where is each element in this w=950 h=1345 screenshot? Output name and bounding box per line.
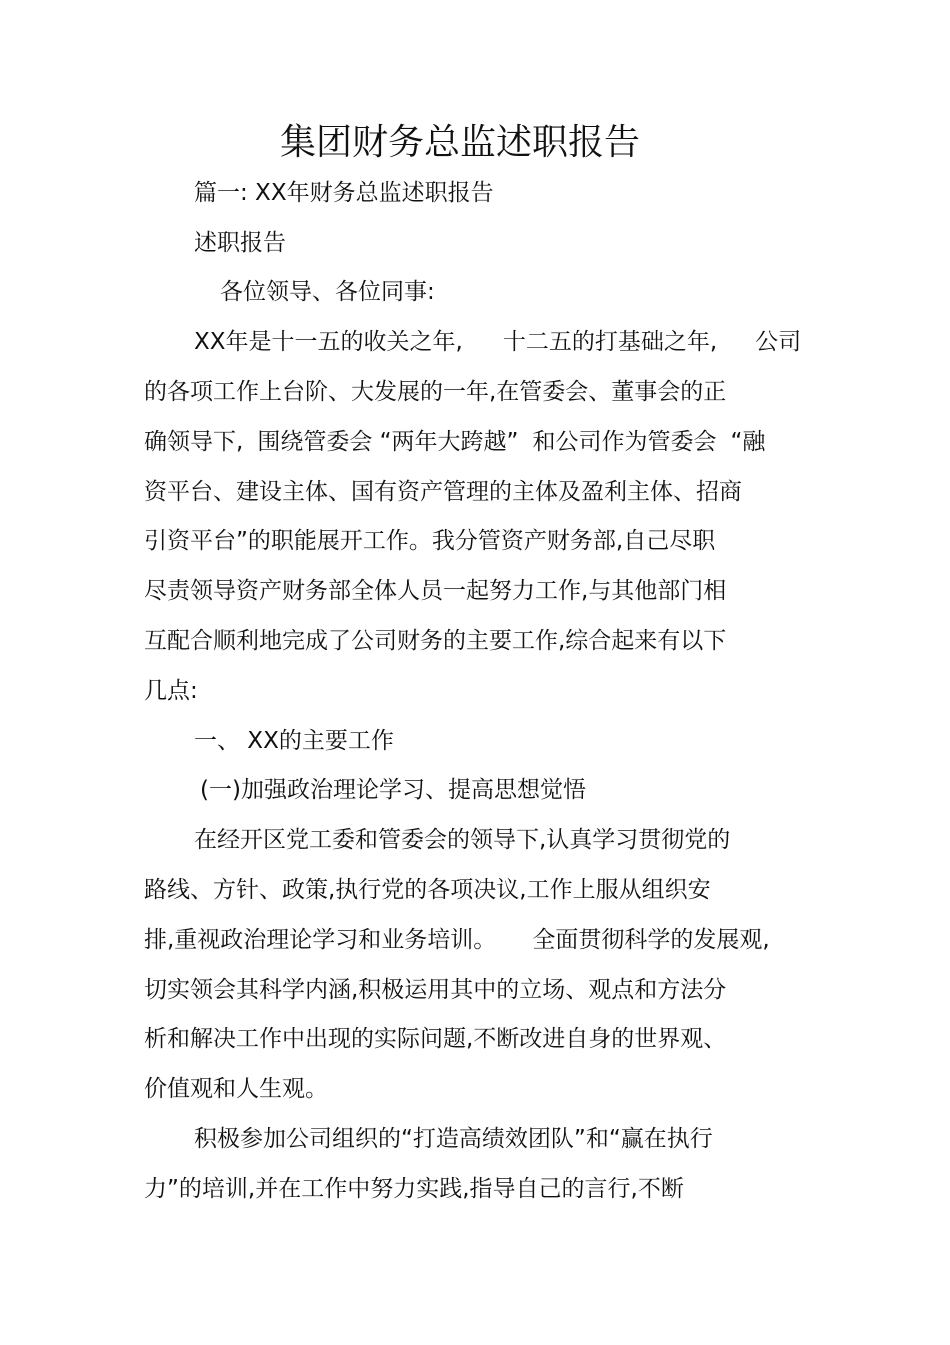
paragraph-line: 互配合顺利地完成了公司财务的主要工作,综合起来有以下 bbox=[144, 628, 727, 654]
text-segment: 确领导下, bbox=[144, 429, 244, 455]
text-segment: 围绕管委会 “两年大跨越” bbox=[257, 429, 519, 455]
paragraph-line bbox=[194, 327, 801, 357]
text-segment: 十二五的打基础之年, bbox=[502, 329, 718, 355]
paragraph-line: 几点: bbox=[144, 678, 198, 704]
subtitle-line: 篇一: XX年财务总监述职报告 bbox=[194, 180, 494, 206]
paragraph-line: 积极参加公司组织的“打造高绩效团队”和“赢在执行 bbox=[194, 1126, 713, 1152]
paragraph-line: 尽责领导资产财务部全体人员一起努力工作,与其他部门相 bbox=[144, 578, 727, 604]
paragraph-line: 力”的培训,并在工作中努力实践,指导自己的言行,不断 bbox=[144, 1176, 684, 1202]
text-segment: 和公司作为管委会 bbox=[532, 429, 717, 455]
paragraph-line: 析和解决工作中出现的实际问题,不断改进自身的世界观、 bbox=[144, 1026, 727, 1052]
paragraph-line: 的各项工作上台阶、大发展的一年,在管委会、董事会的正 bbox=[144, 379, 727, 405]
paragraph-line bbox=[144, 925, 770, 955]
text-segment: 全面贯彻科学的发展观, bbox=[532, 927, 770, 953]
text-segment: 排,重视政治理论学习和业务培训。 bbox=[144, 927, 497, 953]
paragraph-line: 切实领会其科学内涵,积极运用其中的立场、观点和方法分 bbox=[144, 977, 727, 1003]
document-title: 集团财务总监述职报告 bbox=[279, 122, 640, 163]
paragraph-line bbox=[144, 427, 765, 457]
paragraph-line: 资平台、建设主体、国有资产管理的主体及盈利主体、招商 bbox=[144, 479, 742, 505]
subsection-heading: (一)加强政治理论学习、提高思想觉悟 bbox=[200, 777, 586, 803]
section-heading: 一、 XX的主要工作 bbox=[194, 728, 394, 754]
paragraph-line: 在经开区党工委和管委会的领导下,认真学习贯彻党的 bbox=[194, 827, 731, 853]
salutation: 各位领导、各位同事: bbox=[220, 279, 435, 305]
paragraph-line: 路线、方针、政策,执行党的各项决议,工作上服从组织安 bbox=[144, 877, 711, 903]
paragraph-line: 引资平台”的职能展开工作。我分管资产财务部,自己尽职 bbox=[144, 528, 716, 554]
section-heading: 述职报告 bbox=[194, 230, 286, 256]
text-segment: 公司 bbox=[755, 329, 802, 355]
text-segment: “融 bbox=[730, 429, 766, 455]
paragraph-line: 价值观和人生观。 bbox=[144, 1076, 328, 1102]
text-segment: XX年是十一五的收关之年, bbox=[194, 329, 463, 355]
